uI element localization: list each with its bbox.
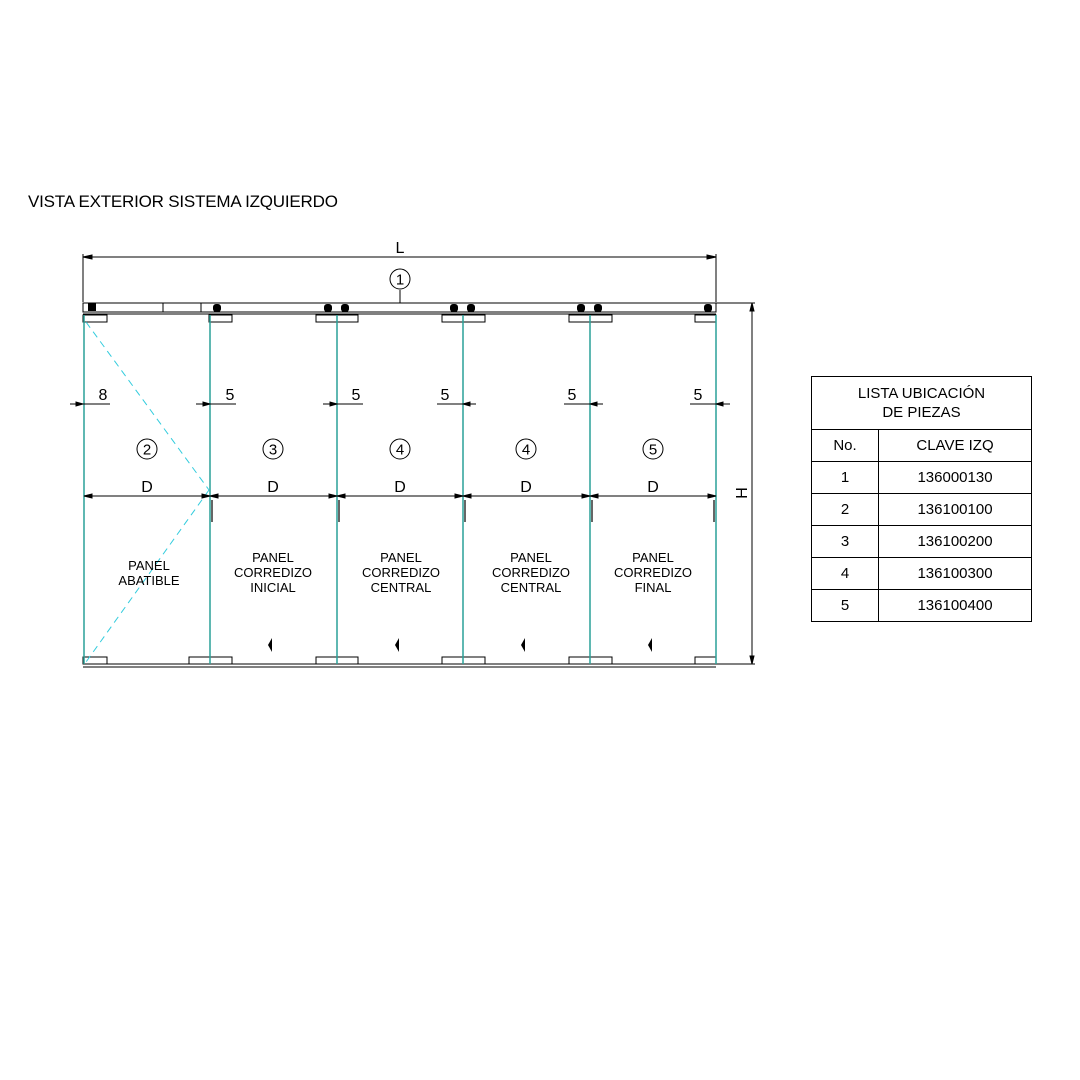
height-dimension <box>750 303 754 664</box>
svg-text:2: 2 <box>142 441 152 459</box>
panel-label-corredizo-central <box>492 550 570 595</box>
panel-width-label: D <box>647 479 659 496</box>
panel-label-corredizo-final <box>614 550 692 595</box>
table-row: 1 136000130 <box>812 462 1032 494</box>
svg-text:CORREDIZO: CORREDIZO <box>234 565 312 580</box>
panel-label-corredizo-inicial <box>234 550 312 595</box>
svg-text:4: 4 <box>395 441 405 459</box>
gap-dimensions <box>70 402 730 406</box>
svg-text:PANEL: PANEL <box>252 550 294 565</box>
svg-text:3: 3 <box>268 441 278 459</box>
gap-label: 5 <box>693 387 703 404</box>
panel-width-label: D <box>394 479 406 496</box>
parts-location-table <box>811 376 1032 622</box>
handle-markers <box>268 638 652 652</box>
bottom-guide <box>83 664 755 667</box>
gap-label: 5 <box>567 387 577 404</box>
svg-text:FINAL: FINAL <box>634 580 672 595</box>
panel-width-label: D <box>520 479 532 496</box>
gap-label: 5 <box>225 387 235 404</box>
table-row: 2 136100100 <box>812 494 1032 526</box>
length-label: L <box>395 240 405 257</box>
panel-width-label: D <box>267 479 279 496</box>
column-header-no: No. <box>812 430 879 462</box>
column-header-key: CLAVE IZQ <box>879 430 1032 462</box>
svg-text:CORREDIZO: CORREDIZO <box>362 565 440 580</box>
table-row: 5 136100400 <box>812 590 1032 622</box>
panel-width-label: D <box>141 479 153 496</box>
svg-text:PANEL: PANEL <box>380 550 422 565</box>
svg-text:ABATIBLE: ABATIBLE <box>118 573 180 588</box>
part-callout-2 <box>137 439 157 459</box>
svg-text:PANEL: PANEL <box>510 550 552 565</box>
svg-text:5: 5 <box>648 441 658 459</box>
svg-text:PANEL: PANEL <box>632 550 674 565</box>
svg-text:1: 1 <box>395 271 405 289</box>
height-label: H <box>734 487 751 499</box>
svg-text:CORREDIZO: CORREDIZO <box>492 565 570 580</box>
part-callout-1 <box>390 269 410 303</box>
view-title: VISTA EXTERIOR SISTEMA IZQUIERDO <box>28 192 338 211</box>
svg-text:PANEL: PANEL <box>128 558 170 573</box>
svg-text:INICIAL: INICIAL <box>250 580 296 595</box>
table-row: 4 136100300 <box>812 558 1032 590</box>
part-callout-4 <box>390 439 410 459</box>
panel-label-abatible <box>118 558 180 588</box>
svg-text:CENTRAL: CENTRAL <box>370 580 432 595</box>
gap-label: 5 <box>440 387 450 404</box>
table-row: 3 136100200 <box>812 526 1032 558</box>
part-callout-4 <box>516 439 536 459</box>
part-callout-5 <box>643 439 663 459</box>
top-rail <box>83 303 755 314</box>
panel-label-corredizo-central <box>362 550 440 595</box>
gap-label: 8 <box>98 387 108 404</box>
svg-text:CORREDIZO: CORREDIZO <box>614 565 692 580</box>
svg-text:CENTRAL: CENTRAL <box>500 580 562 595</box>
svg-text:4: 4 <box>521 441 531 459</box>
parts-table-title: LISTA UBICACIÓN DE PIEZAS <box>812 377 1032 430</box>
gap-label: 5 <box>351 387 361 404</box>
part-callout-3 <box>263 439 283 459</box>
